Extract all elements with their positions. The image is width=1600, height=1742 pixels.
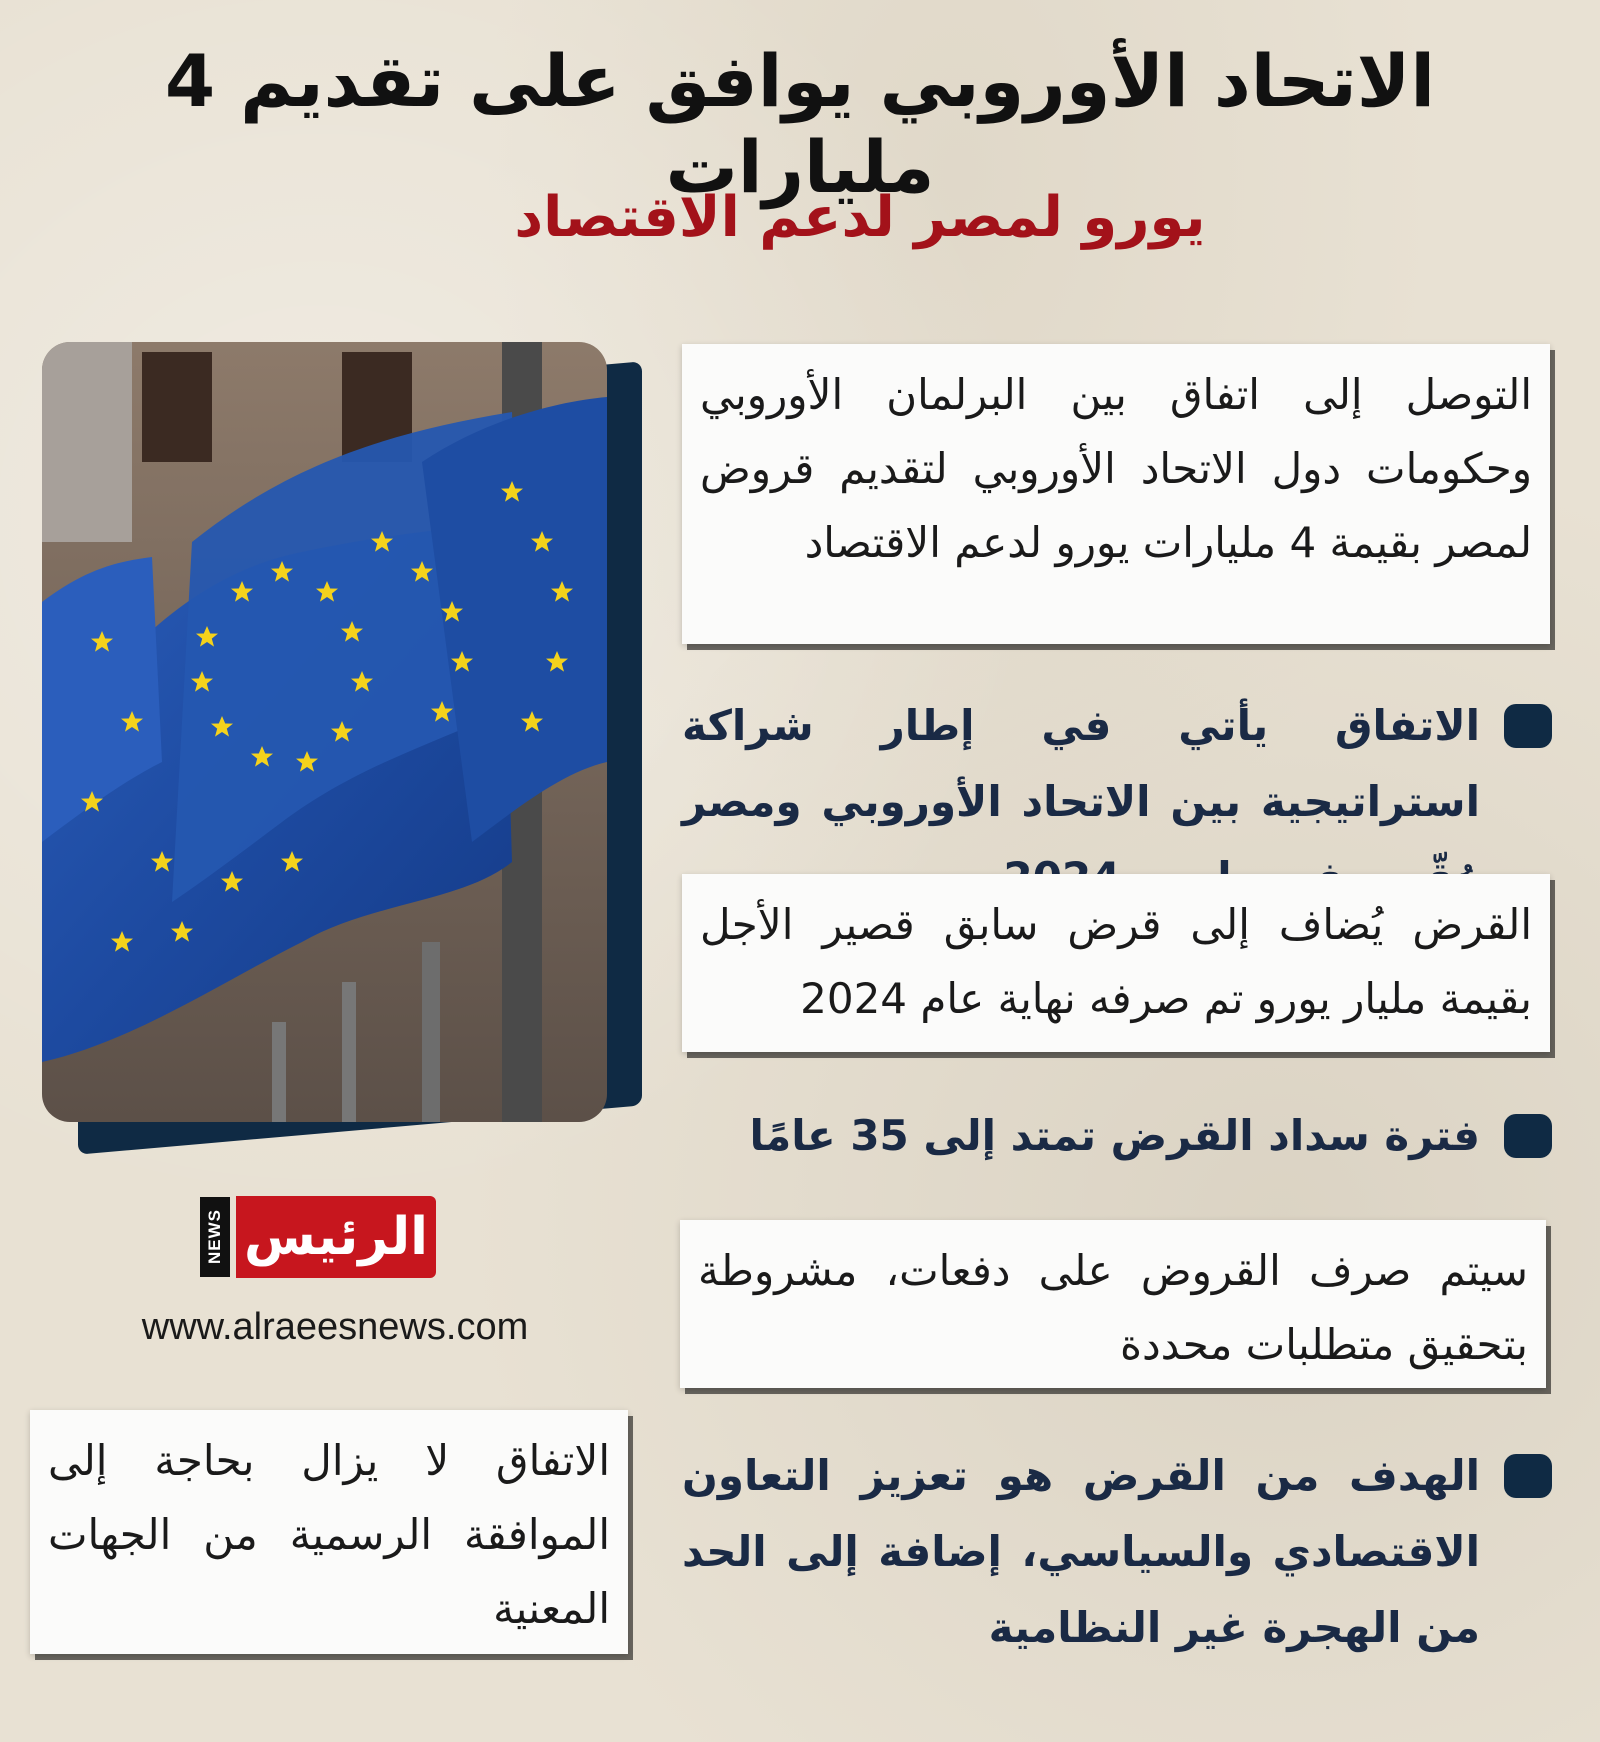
info-box-previous-loan: القرض يُضاف إلى قرض سابق قصير الأجل بقيمة مليار يورو تم صرفه نهاية عام 2024 <box>682 874 1550 1052</box>
info-box-agreement: التوصل إلى اتفاق بين البرلمان الأوروبي وحكومات دول الاتحاد الأوروبي لتقديم قروض لمصر بقيمة 4 مليارات يورو لدعم الاقتصاد <box>682 344 1550 644</box>
bullet-text: الهدف من القرض هو تعزيز التعاون الاقتصادي والسياسي، إضافة إلى الحد من الهجرة غير النظامية <box>682 1451 1480 1652</box>
info-box-disbursement: سيتم صرف القروض على دفعات، مشروطة بتحقيق متطلبات محددة <box>680 1220 1546 1388</box>
bullet-text: فترة سداد القرض تمتد إلى 35 عامًا <box>749 1111 1480 1160</box>
eu-flags-illustration <box>42 342 607 1122</box>
website-url: www.alraeesnews.com <box>141 1306 529 1348</box>
page-title: الاتحاد الأوروبي يوافق على تقديم 4 مليارات <box>164 39 1436 210</box>
logo-news-tag: NEWS <box>200 1197 230 1277</box>
eu-flags-photo-frame <box>42 342 647 1142</box>
bullet-text: الاتفاق يأتي في إطار شراكة استراتيجية بين الاتحاد الأوروبي ومصر <box>682 701 1480 826</box>
info-box-approval: الاتفاق لا يزال بحاجة إلى الموافقة الرسمية من الجهات المعنية <box>30 1410 628 1654</box>
bullet-dot-icon <box>1504 1454 1552 1498</box>
bullet-item-repayment <box>682 1098 1552 1174</box>
bullet-dot-icon <box>1504 1114 1552 1158</box>
page-subtitle: يورو لمصر لدعم الاقتصاد <box>514 185 1206 250</box>
bullet-dot-icon <box>1504 704 1552 748</box>
logo-brand-text: الرئيس <box>236 1196 436 1278</box>
alraees-news-logo <box>200 1196 436 1278</box>
bullet-item-goal <box>682 1438 1552 1666</box>
eu-flags-photo <box>42 342 607 1122</box>
